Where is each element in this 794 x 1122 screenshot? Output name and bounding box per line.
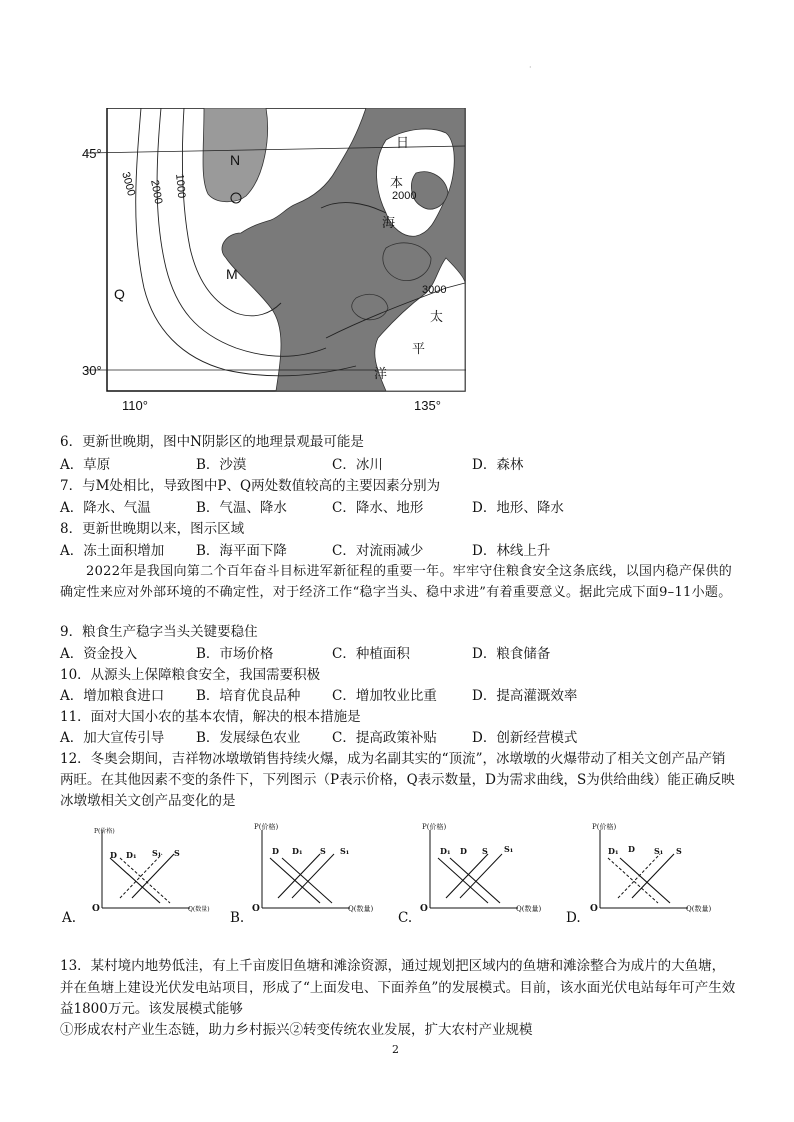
- q7-option-d[interactable]: D．地形、降水: [472, 500, 564, 516]
- map-contour-label-2000: 2000: [148, 178, 165, 206]
- chart-c-xlabel: Q(数量): [516, 905, 542, 913]
- q6-option-d[interactable]: D．森林: [472, 457, 524, 473]
- chart-a-label-1: D: [110, 850, 117, 860]
- chart-a-origin: O: [92, 904, 100, 914]
- q11-option-b[interactable]: B．发展绿色农业: [196, 730, 301, 746]
- map-contour-label-2000-east: 2000: [392, 190, 417, 202]
- chart-d-curve-s: [632, 854, 674, 898]
- chart-c-svg: [418, 818, 548, 918]
- q6-stem: 6．更新世晚期，图中N阴影区的地理景观最可能是: [60, 434, 364, 450]
- chart-d-letter[interactable]: D.: [566, 910, 581, 926]
- q13-stem: 13．某村境内地势低洼，有上千亩废旧鱼塘和滩涂资源，通过规划把区域内的鱼塘和滩涂整合为成片的大鱼塘，并在鱼塘上建设光伏发电站项目，形成了“上面发电、下面养鱼”的发展模式。目前，该水面光伏电站每年可产生效益1800万元。该发展模式能够: [60, 958, 736, 1017]
- q9-stem: 9．粮食生产稳字当头关键要稳住: [60, 624, 258, 640]
- map-contour-label-3000: 3000: [119, 170, 138, 198]
- chart-b-label-2: D₁: [292, 846, 303, 856]
- q11-option-d[interactable]: D．创新经营模式: [472, 730, 578, 746]
- map-ocean-char-2: 平: [412, 341, 426, 356]
- chart-c[interactable]: [418, 818, 548, 922]
- q10-option-b[interactable]: B．培育优良品种: [196, 688, 301, 704]
- chart-b-svg: [250, 818, 380, 918]
- q13-items: ①形成农村产业生态链，助力乡村振兴②转变传统农业发展，扩大农村产业规模: [60, 1022, 533, 1038]
- chart-b[interactable]: [250, 818, 380, 922]
- corner-mark: ·: [529, 63, 532, 72]
- chart-a-label-4: S: [174, 848, 180, 858]
- q10-option-a[interactable]: A．增加粮食进口: [60, 688, 165, 704]
- map-lon-left: 110°: [122, 398, 148, 413]
- q10-options: [60, 686, 577, 706]
- q9-options: [60, 644, 550, 664]
- q12-stem: 12．冬奥会期间，吉祥物冰墩墩销售持续火爆，成为名副其实的“顶流”，冰墩墩的火爆带动了相关文创产品产销两旺。在其他因素不变的条件下，下列图示（P表示价格，Q表示数量，D为需求曲线，S为供给曲线）能正确反映冰墩墩相关文创产品变化的是: [60, 751, 735, 809]
- chart-c-curve-d: [450, 858, 500, 903]
- chart-b-label-4: S₁: [340, 846, 350, 856]
- map-svg: [86, 108, 466, 418]
- chart-d-label-4: S: [676, 846, 682, 856]
- q7-option-b[interactable]: B．气温、降水: [196, 500, 287, 516]
- chart-c-ylabel: P(价格): [422, 823, 447, 831]
- chart-a-curve-s1: [120, 854, 162, 898]
- map-sea-char-3: 海: [382, 215, 396, 230]
- chart-a-curve-d1: [120, 858, 170, 903]
- q10-option-c[interactable]: C．增加牧业比重: [332, 688, 437, 704]
- intro-paragraph: 2022年是我国向第二个百年奋斗目标进军新征程的重要一年。牢牢守住粮食安全这条底线，以国内稳产保供的确定性来应对外部环境的不确定性，对于经济工作“稳字当头、稳中求进”有着重要意义。据此完成下面9–11小题。: [60, 564, 733, 600]
- chart-b-label-3: S: [320, 846, 326, 856]
- map-ocean-char-3: 洋: [374, 366, 388, 381]
- chart-c-label-3: S: [482, 846, 488, 856]
- q8-option-b[interactable]: B．海平面下降: [196, 543, 287, 559]
- q8-option-d[interactable]: D．林线上升: [472, 543, 551, 559]
- q7-options: [60, 498, 564, 518]
- chart-d-xlabel: Q(数量): [686, 905, 712, 913]
- chart-a-label-3: S₁: [152, 848, 162, 858]
- page-number: 2: [392, 1043, 399, 1056]
- chart-d-svg: [588, 818, 718, 918]
- chart-a-letter[interactable]: A.: [62, 910, 77, 926]
- chart-b-letter[interactable]: B.: [230, 910, 245, 926]
- q9-option-c[interactable]: C．种植面积: [332, 646, 410, 662]
- map-label-m: M: [226, 266, 238, 282]
- map-label-n: N: [230, 152, 241, 168]
- q11-stem: 11．面对大国小农的基本农情，解决的根本措施是: [60, 709, 361, 725]
- map-contour-label-3000-east: 3000: [422, 284, 447, 296]
- q8-option-a[interactable]: A．冻土面积增加: [60, 543, 165, 559]
- chart-a-curve-d: [110, 858, 160, 903]
- map-sea-char-2: 本: [390, 175, 404, 190]
- chart-d-label-3: S₁: [654, 846, 664, 856]
- chart-a-ylabel: P(价格): [94, 828, 115, 835]
- chart-d-label-2: D: [628, 844, 635, 854]
- chart-b-xlabel: Q(数量): [348, 905, 374, 913]
- map-lon-right: 135°: [414, 398, 441, 413]
- q8-stem: 8．更新世晚期以来，图示区域: [60, 521, 245, 537]
- q8-option-c[interactable]: C．对流雨减少: [332, 543, 424, 559]
- chart-c-label-2: D: [460, 846, 467, 856]
- map-ocean-char-1: 太: [430, 309, 444, 324]
- chart-a[interactable]: [80, 818, 210, 922]
- chart-a-xlabel: Q(数量): [188, 906, 210, 913]
- q11-options: [60, 728, 577, 748]
- chart-b-origin: O: [252, 904, 260, 914]
- chart-c-origin: O: [420, 904, 428, 914]
- chart-b-curve-d1: [282, 858, 332, 903]
- q6-option-b[interactable]: B．沙漠: [196, 457, 247, 473]
- chart-d-origin: O: [590, 904, 598, 914]
- q6-options: [60, 455, 523, 475]
- map-sea-char-1: 日: [396, 135, 410, 150]
- q10-option-d[interactable]: D．提高灌溉效率: [472, 688, 578, 704]
- chart-c-label-4: S₁: [504, 844, 514, 854]
- chart-d[interactable]: [588, 818, 718, 922]
- q11-option-a[interactable]: A．加大宣传引导: [60, 730, 165, 746]
- map-lat-top: 45°: [82, 146, 102, 161]
- q9-option-b[interactable]: B．市场价格: [196, 646, 274, 662]
- q9-option-a[interactable]: A．资金投入: [60, 646, 138, 662]
- chart-a-curve-s: [132, 854, 174, 898]
- map-label-q: Q: [114, 286, 125, 302]
- q9-option-d[interactable]: D．粮食储备: [472, 646, 551, 662]
- chart-a-label-2: D₁: [126, 850, 137, 860]
- chart-c-label-1: D₁: [440, 846, 451, 856]
- chart-d-label-1: D₁: [608, 846, 619, 856]
- chart-b-ylabel: P(价格): [254, 823, 279, 831]
- q11-option-c[interactable]: C．提高政策补贴: [332, 730, 437, 746]
- chart-d-curve-d: [620, 858, 670, 903]
- q10-stem: 10．从源头上保障粮食安全，我国需要积极: [60, 667, 321, 683]
- q6-option-c[interactable]: C．冰川: [332, 457, 383, 473]
- q8-options: [60, 541, 550, 561]
- chart-d-ylabel: P(价格): [592, 823, 617, 831]
- chart-b-label-1: D: [272, 846, 279, 856]
- map-lat-bottom: 30°: [82, 363, 102, 378]
- q7-option-c[interactable]: C．降水、地形: [332, 500, 424, 516]
- chart-c-letter[interactable]: C.: [398, 910, 413, 926]
- map-figure: [82, 108, 466, 418]
- q6-option-a[interactable]: A．草原: [60, 457, 111, 473]
- q7-option-a[interactable]: A．降水、气温: [60, 500, 151, 516]
- q7-stem: 7．与M处相比，导致图中P、Q两处数值较高的主要因素分别为: [60, 478, 441, 494]
- map-contour-label-1000: 1000: [173, 173, 188, 199]
